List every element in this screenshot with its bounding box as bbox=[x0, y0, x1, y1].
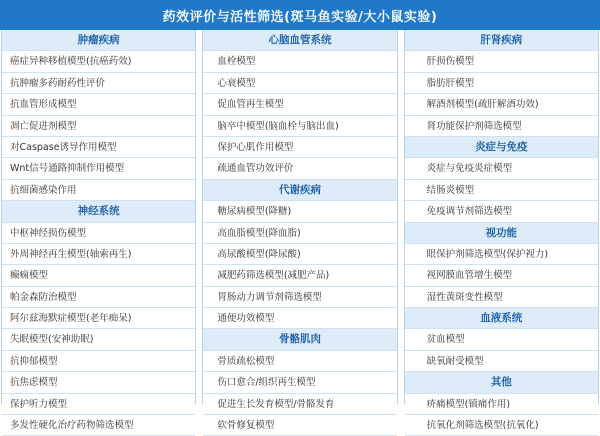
model-item[interactable]: 抗焦虑模型 bbox=[2, 372, 195, 393]
page-title: 药效评价与活性筛选(斑马鱼实验/大小鼠实验) bbox=[0, 0, 600, 30]
model-item[interactable]: 保护心肌作用模型 bbox=[203, 137, 396, 158]
category-header: 骨骼肌肉 bbox=[203, 329, 396, 350]
model-item[interactable]: 通便功效模型 bbox=[203, 308, 396, 329]
column-2 bbox=[202, 30, 397, 432]
model-item[interactable]: 高尿酸模型(降尿酸) bbox=[203, 244, 396, 265]
category-header: 心脑血管系统 bbox=[203, 30, 396, 51]
category-header: 视功能 bbox=[405, 223, 598, 244]
category-header: 炎症与免疫 bbox=[405, 137, 598, 158]
model-item[interactable]: 失眠模型(安神助眠) bbox=[2, 329, 195, 350]
model-item[interactable]: 免疫调节剂筛选模型 bbox=[405, 201, 598, 222]
model-item[interactable]: 癌症异种移植模型(抗癌药效) bbox=[2, 51, 195, 72]
model-item[interactable]: 胃肠动力调节剂筛选模型 bbox=[203, 287, 396, 308]
category-header: 神经系统 bbox=[2, 201, 195, 222]
model-item[interactable]: 抗氧化剂筛选模型(抗氧化) bbox=[405, 415, 598, 436]
model-item[interactable]: 脂肪肝模型 bbox=[405, 73, 598, 94]
model-item[interactable]: 解酒剂模型(疏肝解酒功效) bbox=[405, 94, 598, 115]
category-header: 血液系统 bbox=[405, 308, 598, 329]
model-item[interactable]: 贫血模型 bbox=[405, 329, 598, 350]
model-item[interactable]: 湿性黄斑变性模型 bbox=[405, 287, 598, 308]
category-header: 其他 bbox=[405, 372, 598, 393]
category-header: 代谢疾病 bbox=[203, 180, 396, 201]
model-item[interactable]: 抗细菌感染作用 bbox=[2, 180, 195, 201]
model-item[interactable]: 中枢神经损伤模型 bbox=[2, 223, 195, 244]
model-item[interactable]: 眼保护剂筛选模型(保护视力) bbox=[405, 244, 598, 265]
model-item[interactable]: 疏通血管功效评价 bbox=[203, 158, 396, 179]
model-item[interactable]: 肾功能保护剂筛选模型 bbox=[405, 116, 598, 137]
model-item[interactable]: 保护听力模型 bbox=[2, 394, 195, 415]
model-item[interactable]: 心衰模型 bbox=[203, 73, 396, 94]
model-item[interactable]: 减肥药筛选模型(减肥产品) bbox=[203, 265, 396, 286]
model-item[interactable]: Wnt信号通路抑制作用模型 bbox=[2, 158, 195, 179]
model-item[interactable]: 血栓模型 bbox=[203, 51, 396, 72]
model-item[interactable]: 多发性硬化治疗药物筛选模型 bbox=[2, 415, 195, 436]
column-1 bbox=[1, 30, 196, 432]
model-item[interactable]: 视网膜血管增生模型 bbox=[405, 265, 598, 286]
model-item[interactable]: 缺氧耐受模型 bbox=[405, 351, 598, 372]
model-item[interactable]: 阿尔兹海默症模型(老年痴呆) bbox=[2, 308, 195, 329]
model-item[interactable]: 抗肿瘤多药耐药性评价 bbox=[2, 73, 195, 94]
model-item[interactable]: 结肠炎模型 bbox=[405, 180, 598, 201]
model-item[interactable]: 促血管再生模型 bbox=[203, 94, 396, 115]
model-item[interactable]: 帕金森防治模型 bbox=[2, 287, 195, 308]
model-item[interactable]: 抗血管形成模型 bbox=[2, 94, 195, 115]
category-header: 肝肾疾病 bbox=[405, 30, 598, 51]
model-item[interactable]: 脑卒中模型(脑血栓与脑出血) bbox=[203, 116, 396, 137]
model-item[interactable]: 凋亡促进剂模型 bbox=[2, 116, 195, 137]
model-columns bbox=[0, 30, 600, 432]
model-item[interactable]: 伤口愈合/组织再生模型 bbox=[203, 372, 396, 393]
column-3 bbox=[404, 30, 599, 432]
model-item[interactable]: 抗抑郁模型 bbox=[2, 351, 195, 372]
model-item[interactable]: 疥痛模型(镇痛作用) bbox=[405, 394, 598, 415]
model-item[interactable]: 骨质疏松模型 bbox=[203, 351, 396, 372]
model-item[interactable]: 对Caspase诱导作用模型 bbox=[2, 137, 195, 158]
model-item[interactable]: 促进生长发育模型/骨骼发育 bbox=[203, 394, 396, 415]
model-item[interactable]: 癫痫模型 bbox=[2, 265, 195, 286]
model-item[interactable]: 炎症与免疫炎症模型 bbox=[405, 158, 598, 179]
model-item[interactable]: 软骨修复模型 bbox=[203, 415, 396, 436]
model-item[interactable]: 糖尿病模型(降糖) bbox=[203, 201, 396, 222]
model-item[interactable]: 肝损伤模型 bbox=[405, 51, 598, 72]
category-header: 肿瘤疾病 bbox=[2, 30, 195, 51]
model-item[interactable]: 外周神经再生模型(轴索再生) bbox=[2, 244, 195, 265]
model-item[interactable]: 高血脂模型(降血脂) bbox=[203, 223, 396, 244]
